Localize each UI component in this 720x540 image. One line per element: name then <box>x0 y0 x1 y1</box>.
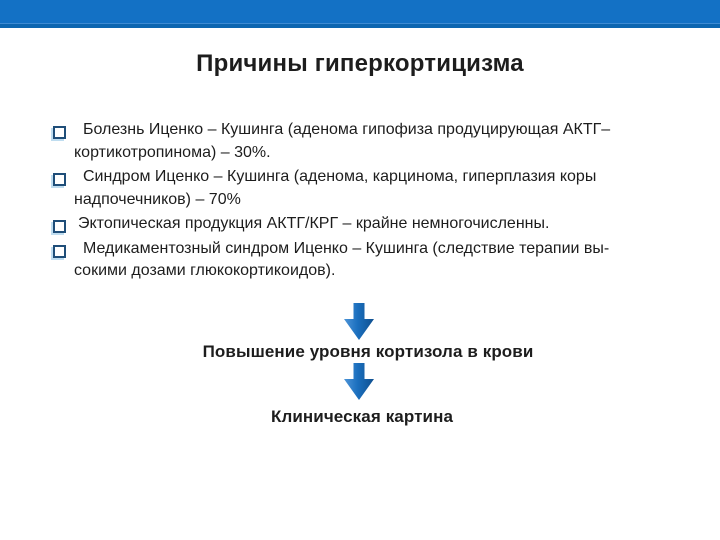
bullet-list <box>52 119 610 285</box>
down-arrow-icon <box>344 363 374 400</box>
square-bullet-icon <box>53 126 66 139</box>
bullet-text-line: сокими дозами глюкокортикоидов). <box>74 262 336 279</box>
bullet-text-line: надпочечников) – 70% <box>74 190 241 208</box>
bullet-item <box>52 238 610 283</box>
bullet-item <box>52 119 610 164</box>
square-bullet-icon <box>53 245 66 258</box>
square-bullet-icon <box>53 220 66 233</box>
slide-title: Причины гиперкортицизма <box>196 50 524 77</box>
header-bar <box>0 0 720 23</box>
flow-label-clinical: Клиническая картина <box>270 407 454 426</box>
bullet-item <box>52 213 610 236</box>
bullet-text-line: Эктопическая продукция АКТГ/КРГ – крайне немногочисленны. <box>78 215 550 232</box>
down-arrow-icon <box>344 303 374 340</box>
header-accent-line <box>0 24 720 28</box>
bullet-text-line: Синдром Иценко – Кушинга (аденома, карцинома, гиперплазия коры <box>83 168 597 185</box>
square-bullet-icon <box>53 173 66 186</box>
bullet-text-line: кортикотропинома) – 30%. <box>74 143 271 161</box>
bullet-text-line: Медикаментозный синдром Иценко – Кушинга (следствие терапии вы- <box>83 239 610 257</box>
flow-label-cortisol: Повышение уровня кортизола в крови <box>202 342 534 361</box>
bullet-item <box>52 166 610 211</box>
bullet-text-line: Болезнь Иценко – Кушинга (аденома гипофиза продуцирующая АКТГ– <box>83 121 611 138</box>
